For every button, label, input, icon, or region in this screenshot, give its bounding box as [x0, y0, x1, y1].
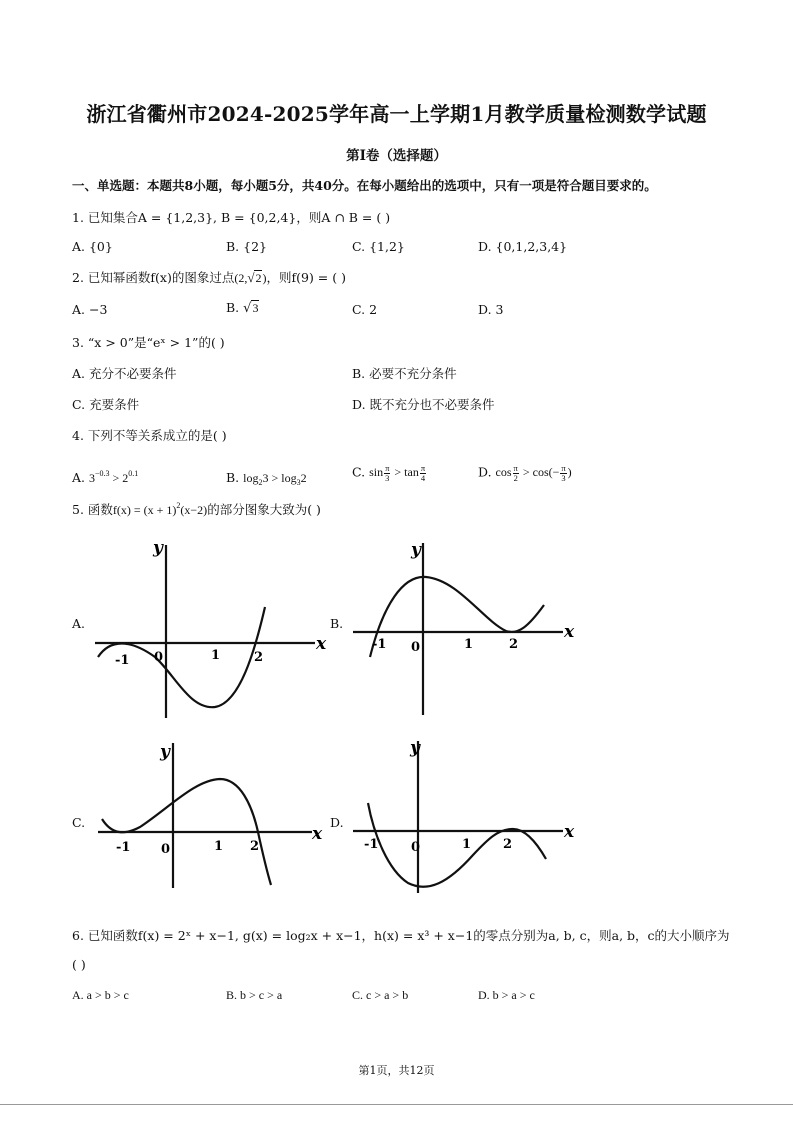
question-5-stem: [72, 500, 321, 518]
volume-heading: 第I卷（选择题）: [346, 148, 447, 164]
q4-c-n2: π: [420, 463, 426, 473]
graph-d-curve: [368, 803, 546, 887]
q4-b-log1: log: [243, 471, 259, 485]
q6-option-b: B. b > c > a: [226, 988, 283, 1002]
q6-option-c: C. c > a > b: [352, 988, 409, 1002]
q6-option-d: D. b > a > c: [478, 988, 535, 1002]
graph-c-y-label: y: [160, 742, 170, 762]
graph-c-x-label: x: [312, 824, 323, 844]
graph-c-tick-1: 1: [214, 839, 224, 854]
graph-d-x-label: x: [564, 822, 575, 842]
q4-c-d2: 4: [420, 473, 426, 483]
q4-d-frac1: [513, 464, 519, 483]
q5-func-exp: 2: [176, 501, 181, 510]
q4-b-base1: 2: [258, 478, 263, 487]
graph-a: [90, 535, 335, 720]
graph-a-tick-neg1: -1: [115, 653, 130, 668]
q4-d-n2: π: [561, 463, 566, 473]
q5-stem-pre: 5. 函数: [72, 502, 113, 517]
graph-b-label: B.: [330, 616, 344, 631]
q4-c-d1: 3: [385, 473, 390, 483]
graph-d: [348, 735, 593, 895]
q2-point-open: (2,: [234, 271, 248, 285]
q5-stem-post: 的部分图象大致为( ): [207, 502, 321, 517]
page-title: 浙江省衢州市2024-2025学年高一上学期1月教学质量检测数学试题: [86, 102, 707, 126]
graph-d-tick-0: 0: [411, 840, 421, 855]
q4-option-d-label: D.: [478, 464, 492, 480]
q3-option-c: C. 充要条件: [72, 397, 140, 412]
q2-option-b: [226, 300, 259, 316]
q4-c-frac1: [384, 464, 390, 483]
graph-c-tick-2: 2: [250, 839, 260, 854]
q2-stem-pre: 2. 已知幂函数f(x)的图象过点: [72, 270, 235, 285]
q4-option-c-expr: [369, 463, 427, 483]
q2-point-close: ): [262, 271, 267, 285]
q1-option-b: B. {2}: [226, 239, 267, 254]
q4-option-a: [72, 470, 138, 486]
q4-d-cos: cos: [495, 465, 512, 480]
q4-a-exp2: 0.1: [128, 469, 139, 478]
q4-d-rel: > cos(−: [519, 465, 560, 480]
graph-b: [348, 535, 593, 720]
q4-option-b-expr: [243, 471, 306, 485]
q4-b-base2: 3: [296, 478, 301, 487]
q3-option-a: A. 充分不必要条件: [72, 366, 177, 381]
q4-d-d1: 2: [513, 473, 518, 483]
q4-b-mid: 3 > log: [262, 471, 297, 485]
q4-d-close: ): [567, 465, 572, 480]
graph-a-label: A.: [72, 616, 86, 631]
question-1-stem: 1. 已知集合A = {1,2,3}, B = {0,2,4}，则A ∩ B = ( ): [72, 210, 391, 225]
question-6-paren: ( ): [72, 957, 86, 972]
q4-a-exp1: −0.3: [95, 469, 110, 478]
question-2-stem: [72, 268, 346, 286]
q4-option-d-expr: [495, 463, 572, 483]
q3-option-b: B. 必要不充分条件: [352, 366, 457, 381]
page-footer: 第1页，共12页: [358, 1064, 435, 1077]
q4-d-d2: 3: [561, 473, 566, 483]
q2-option-b-label: B.: [226, 300, 240, 315]
graph-d-y-label: y: [410, 738, 420, 758]
q2-option-d: D. 3: [478, 302, 504, 317]
q4-option-c: [352, 464, 427, 483]
q2-point-radicand: 2: [255, 271, 262, 285]
q4-option-b-label: B.: [226, 470, 240, 485]
q4-c-sin: sin: [369, 465, 384, 480]
q5-function: [113, 503, 207, 517]
section-heading: 一、单选题：本题共8小题，每小题5分，共40分。在每小题给出的选项中，只有一项是符合题目要求的。: [72, 178, 657, 193]
graph-b-x-label: x: [564, 622, 575, 642]
q2-option-a: A. −3: [72, 302, 108, 317]
q4-option-b: [226, 470, 307, 486]
graph-a-tick-0: 0: [154, 650, 164, 665]
q5-func-post: (x−2): [180, 503, 208, 517]
graph-d-tick-1: 1: [462, 837, 472, 852]
graph-d-tick-neg1: -1: [364, 837, 379, 852]
sqrt-symbol: √: [247, 270, 255, 285]
q2-stem-post: ，则f(9) = ( ): [266, 270, 346, 285]
q2-option-c: C. 2: [352, 302, 378, 317]
graph-c: [90, 735, 335, 890]
graph-b-y-label: y: [411, 540, 421, 560]
q6-option-a: A. a > b > c: [72, 988, 129, 1002]
graph-b-tick-2: 2: [509, 637, 519, 652]
graph-a-x-label: x: [316, 634, 327, 654]
bottom-divider: [0, 1104, 793, 1105]
q4-option-a-expr: [89, 471, 138, 485]
question-6-stem: 6. 已知函数f(x) = 2ˣ + x−1, g(x) = log₂x + x−1，h(x) = x³ + x−1的零点分别为a, b, c，则a, b，c的大小顺序为: [72, 928, 730, 943]
q2-option-b-radicand: 3: [252, 301, 259, 315]
q1-option-d: D. {0,1,2,3,4}: [478, 239, 568, 254]
q2-point: [234, 271, 266, 285]
q4-b-arg2: 2: [300, 471, 307, 485]
q4-a-base2: 2: [122, 471, 129, 485]
q4-d-n1: π: [513, 463, 518, 473]
q3-option-d: D. 既不充分也不必要条件: [352, 397, 495, 412]
graph-c-label: C.: [72, 815, 86, 830]
q4-c-frac2: [420, 464, 426, 483]
graph-c-tick-0: 0: [161, 842, 171, 857]
q5-func-body: f(x) = (x + 1): [112, 503, 177, 517]
q1-option-c: C. {1,2}: [352, 239, 405, 254]
graph-d-tick-2: 2: [503, 837, 513, 852]
q4-c-n1: π: [385, 463, 390, 473]
graph-d-label: D.: [330, 815, 344, 830]
graph-c-tick-neg1: -1: [116, 840, 131, 855]
graph-b-tick-neg1: -1: [372, 637, 387, 652]
question-3-stem: 3. “x > 0”是“eˣ > 1”的( ): [72, 335, 225, 350]
graph-a-tick-1: 1: [211, 648, 221, 663]
graph-a-y-label: y: [153, 538, 163, 558]
q4-option-a-label: A.: [72, 470, 86, 485]
q4-a-base1: 3: [89, 471, 95, 485]
q4-a-rel: >: [109, 471, 123, 485]
q1-option-a: A. {0}: [72, 239, 113, 254]
q4-d-frac2: [560, 464, 566, 483]
graph-b-tick-0: 0: [411, 640, 421, 655]
q4-option-d: [478, 464, 572, 483]
sqrt-symbol: √: [243, 301, 252, 316]
q4-c-rel: > tan: [391, 465, 419, 480]
q4-option-c-label: C.: [352, 464, 366, 480]
graph-a-tick-2: 2: [254, 650, 264, 665]
question-4-stem: 4. 下列不等关系成立的是( ): [72, 428, 227, 443]
graph-b-tick-1: 1: [464, 637, 474, 652]
